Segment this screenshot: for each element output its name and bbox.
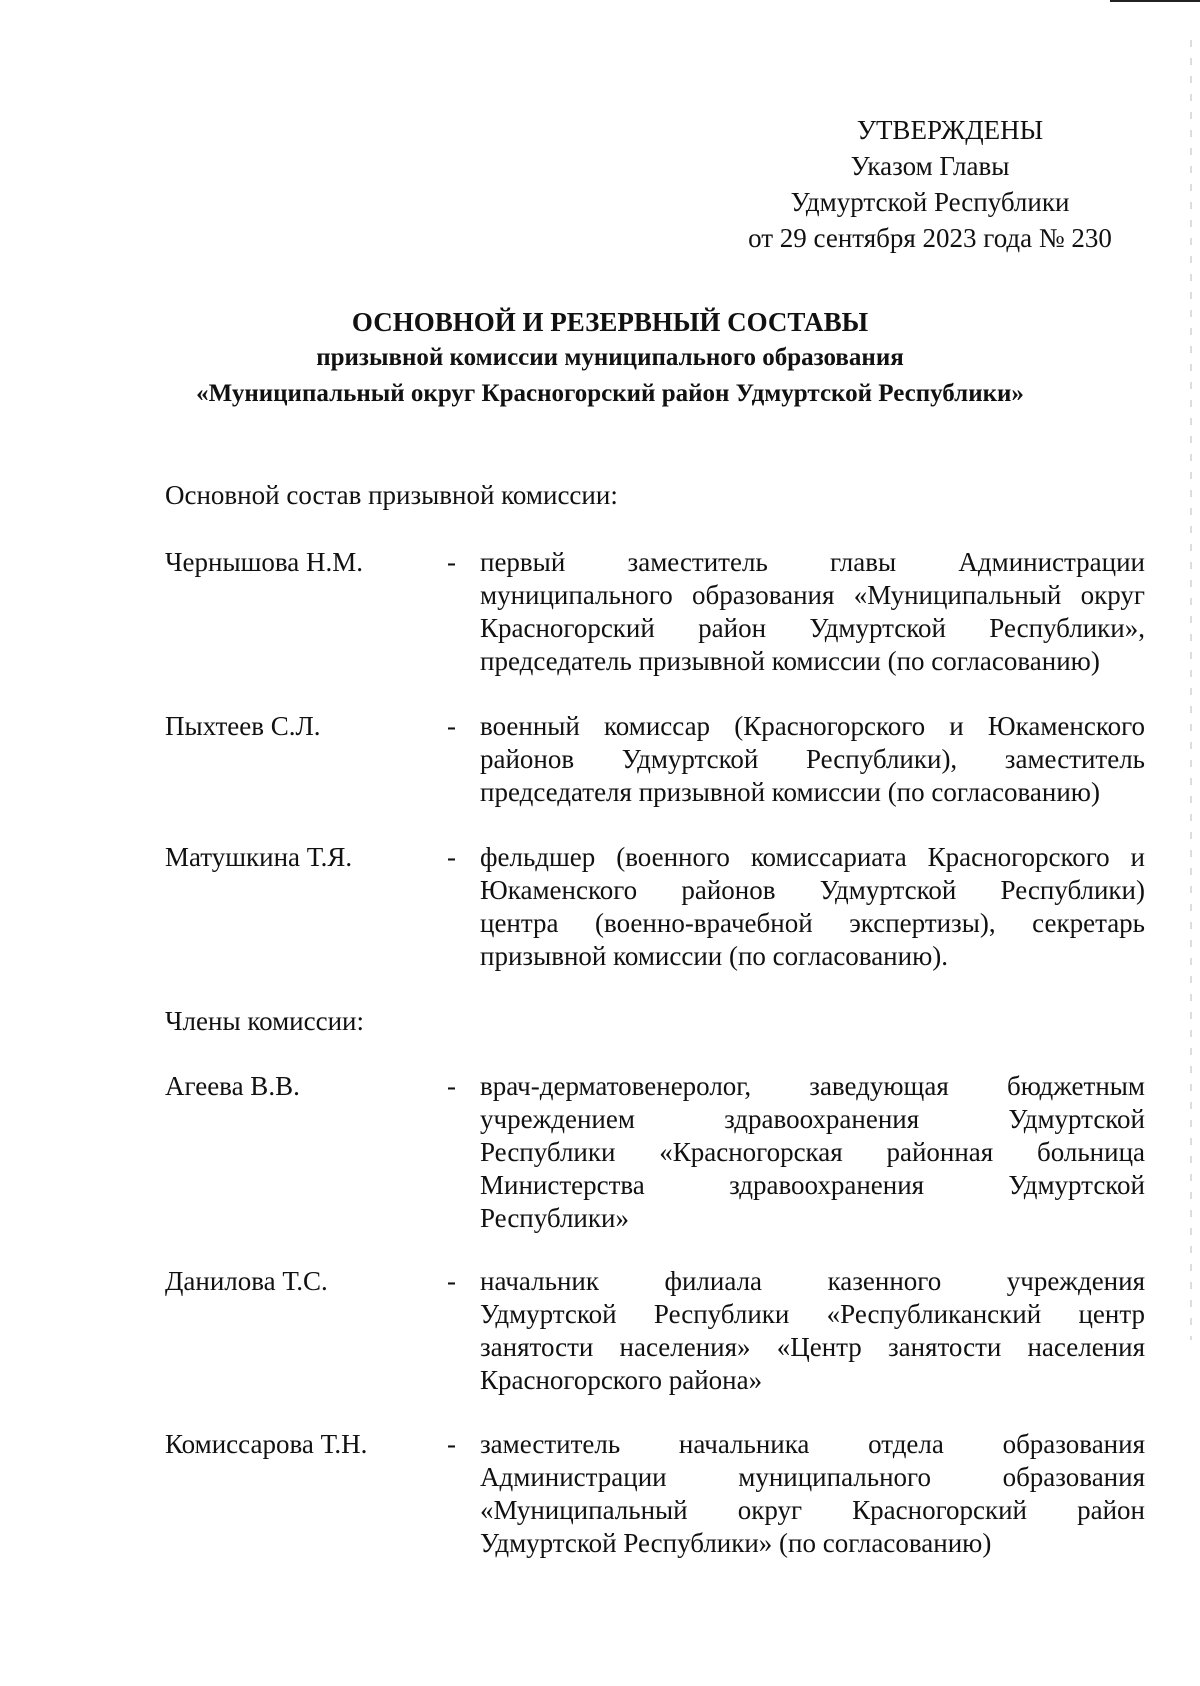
description-line: председатель призывной комиссии (по согласованию) (480, 646, 1100, 676)
member-dash: - (447, 1266, 456, 1296)
approval-stamp (700, 112, 1160, 256)
description-line: заместитель начальника отдела образования (480, 1429, 1145, 1459)
member-dash: - (447, 1071, 456, 1101)
members-section-heading: Члены комиссии: (165, 1006, 364, 1036)
member-dash: - (447, 1429, 456, 1459)
description-line: председателя призывной комиссии (по согласованию) (480, 777, 1100, 807)
approval-line-4: от 29 сентября 2023 года № 230 (748, 223, 1112, 253)
scan-edge-marks (1190, 40, 1192, 1340)
description-line: муниципального образования «Муниципальный округ (480, 580, 1145, 610)
member-dash: - (447, 711, 456, 741)
approval-line-2: Указом Главы (850, 151, 1010, 181)
member-description (480, 546, 1145, 678)
description-line: Министерства здравоохранения Удмуртской (480, 1170, 1145, 1200)
description-line: учреждением здравоохранения Удмуртской (480, 1104, 1145, 1134)
member-name: Матушкина Т.Я. (165, 842, 353, 872)
member-description (480, 1265, 1145, 1397)
description-line: военный комиссар (Красногорского и Юкаменского (480, 711, 1145, 741)
description-line: фельдшер (военного комиссариата Красногорского и (480, 842, 1145, 872)
description-line: Красногорский район Удмуртской Республики», (480, 613, 1145, 643)
member-description (480, 1070, 1145, 1235)
title-subtitle-2: «Муниципальный округ Красногорский район Удмуртской Республики» (196, 380, 1024, 407)
title-main: ОСНОВНОЙ И РЕЗЕРВНЫЙ СОСТАВЫ (351, 307, 869, 337)
description-line: центра (военно-врачебной экспертизы), секретарь (480, 908, 1145, 938)
member-description (480, 1428, 1145, 1560)
title-subtitle-1: призывной комиссии муниципального образования (316, 344, 904, 371)
top-edge-rule (1110, 0, 1200, 2)
description-line: Администрации муниципального образования (480, 1462, 1145, 1492)
member-name: Пыхтеев С.Л. (165, 711, 321, 741)
description-line: Красногорского района» (480, 1365, 763, 1395)
description-line: Юкаменского районов Удмуртской Республики) (480, 875, 1145, 905)
description-line: Республики» (480, 1203, 629, 1233)
member-dash: - (447, 842, 456, 872)
description-line: занятости населения» «Центр занятости населения (480, 1332, 1145, 1362)
description-line: Республики «Красногорская районная больница (480, 1137, 1145, 1167)
member-dash: - (447, 547, 456, 577)
document-title (130, 304, 1090, 412)
member-description (480, 710, 1145, 809)
member-description (480, 841, 1145, 973)
description-line: Удмуртской Республики «Республиканский центр (480, 1299, 1145, 1329)
description-line: «Муниципальный округ Красногорский район (480, 1495, 1145, 1525)
main-section-heading: Основной состав призывной комиссии: (165, 480, 618, 510)
description-line: начальник филиала казенного учреждения (480, 1266, 1145, 1296)
description-line: призывной комиссии (по согласованию). (480, 941, 948, 971)
description-line: врач-дерматовенеролог, заведующая бюджетным (480, 1071, 1145, 1101)
description-line: Удмуртской Республики» (по согласованию) (480, 1528, 992, 1558)
member-name: Данилова Т.С. (165, 1266, 328, 1296)
member-name: Комиссарова Т.Н. (165, 1429, 368, 1459)
description-line: первый заместитель главы Администрации (480, 547, 1145, 577)
approval-line-1: УТВЕРЖДЕНЫ (856, 115, 1044, 145)
member-name: Агеева В.В. (165, 1071, 300, 1101)
approval-line-3: Удмуртской Республики (790, 187, 1070, 217)
member-name: Чернышова Н.М. (165, 547, 364, 577)
description-line: районов Удмуртской Республики), заместитель (480, 744, 1145, 774)
